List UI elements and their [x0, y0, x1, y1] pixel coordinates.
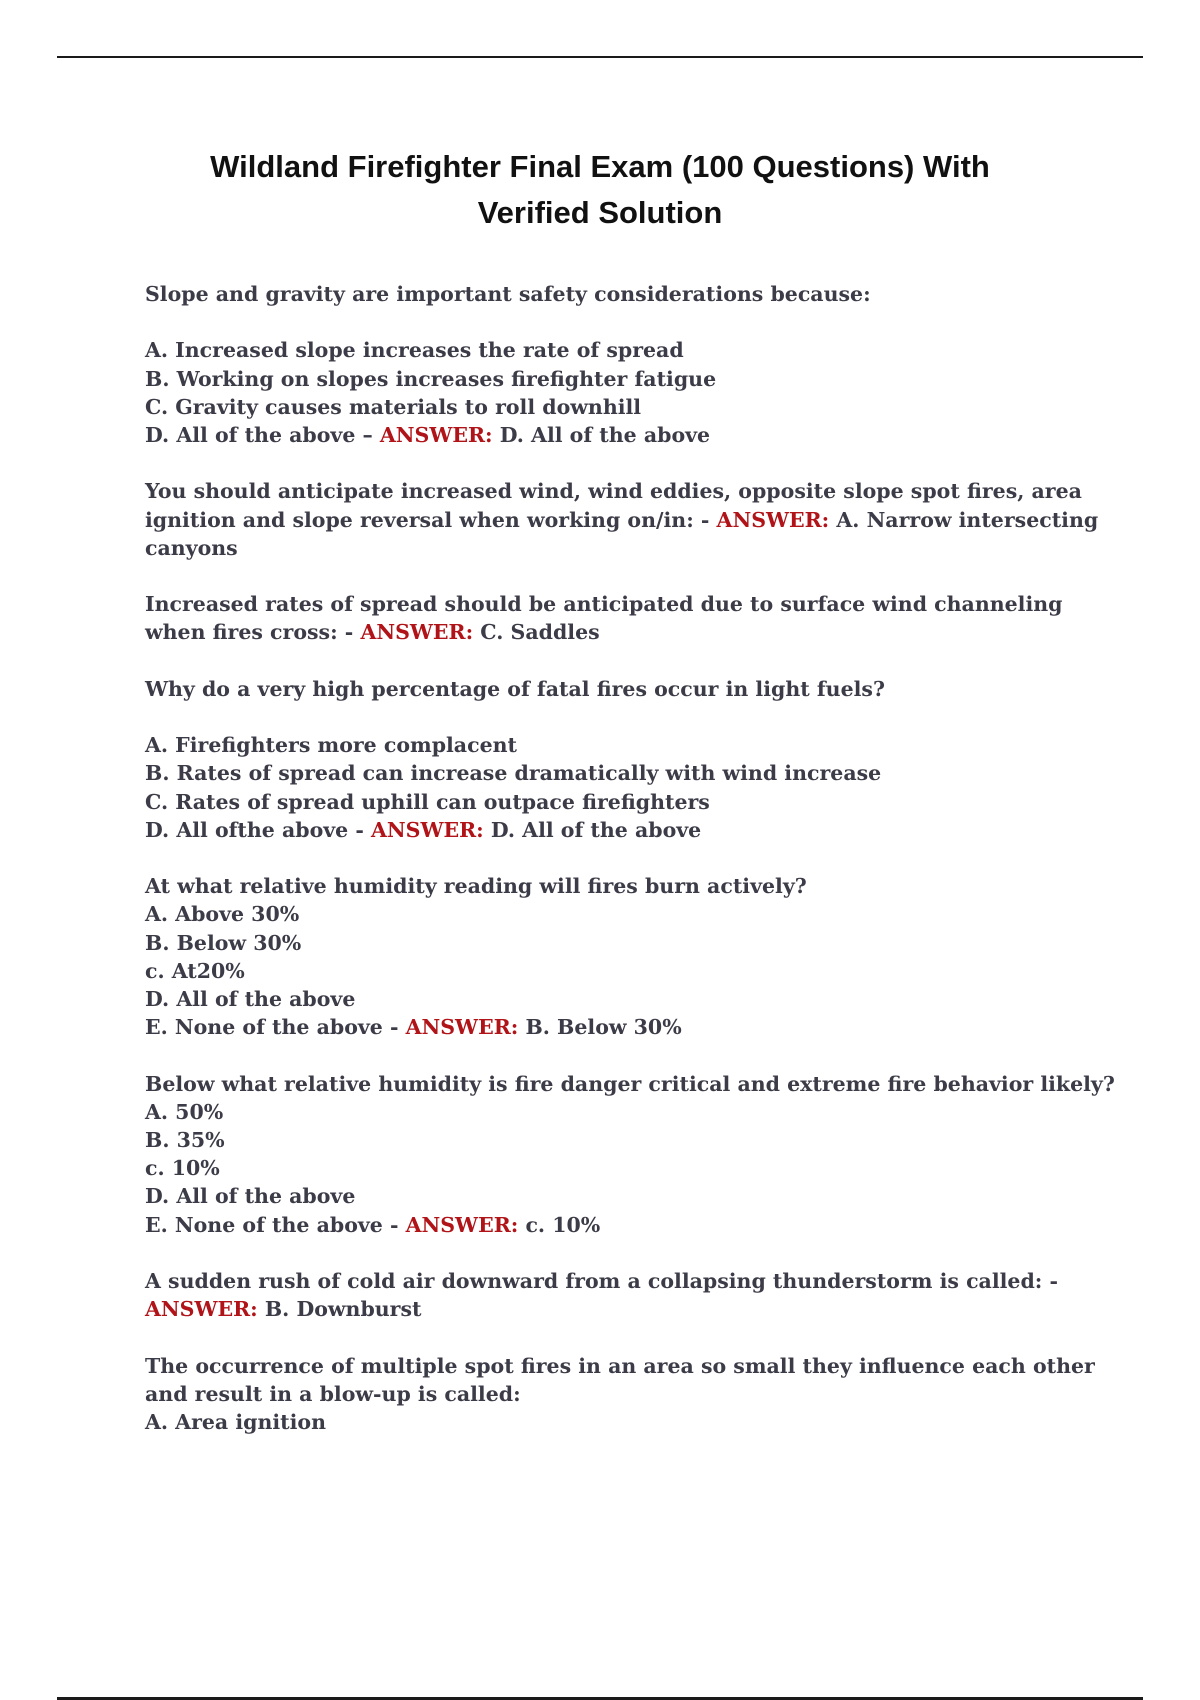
answer-text: D. All of the above [492, 423, 711, 447]
answer-label: ANSWER: [405, 1212, 519, 1237]
option-b: B. Rates of spread can increase dramatically with wind increase [145, 761, 882, 786]
answer-label: ANSWER: [145, 1297, 258, 1322]
answer-options-4 [145, 731, 1145, 844]
option-a: A. Area ignition [145, 1409, 326, 1434]
option-e-text: E. None of the above - [145, 1212, 406, 1237]
answer-label: ANSWER: [360, 620, 474, 645]
question-line: and result in a blow-up is called: [145, 1381, 521, 1406]
answer-continuation: canyons [145, 535, 238, 560]
question-line [145, 506, 1145, 534]
question-block-6 [145, 1070, 1145, 1239]
question-line: You should anticipate increased wind, wind eddies, opposite slope spot fires, area [145, 479, 1082, 504]
question-block-3 [145, 590, 1145, 646]
option-a: A. 50% [145, 1099, 224, 1124]
option-d: D. All of the above [145, 1184, 356, 1209]
question-block-7 [145, 1267, 1145, 1323]
option-d: D. All of the above [145, 986, 356, 1011]
answer-text: c. 10% [518, 1212, 601, 1237]
option-a: A. Increased slope increases the rate of spread [145, 338, 684, 363]
option-b: B. 35% [145, 1127, 225, 1152]
top-rule [57, 56, 1143, 58]
answer-text: A. Narrow intersecting [829, 507, 1099, 532]
option-c: C. Gravity causes materials to roll downhill [145, 394, 642, 419]
document-title [100, 144, 1100, 236]
question-block-8 [145, 1352, 1145, 1437]
answer-text: C. Saddles [473, 620, 600, 645]
answer-options-1 [145, 336, 1145, 449]
question-block-1 [145, 280, 1145, 308]
question-line: The occurrence of multiple spot fires in an area so small they influence each other [145, 1353, 1095, 1378]
question-text: Slope and gravity are important safety considerations because: [145, 282, 871, 306]
question-line-text: ignition and slope reversal when working on/in: - [145, 507, 717, 532]
question-text: Why do a very high percentage of fatal fires occur in light fuels? [145, 676, 885, 701]
option-d [145, 816, 1145, 844]
option-d [145, 421, 1145, 449]
question-line [145, 618, 1145, 646]
option-c: c. At20% [145, 958, 245, 983]
answer-label: ANSWER: [405, 1015, 519, 1040]
question-line-text: when fires cross: - [145, 620, 361, 645]
option-b: B. Working on slopes increases firefighter fatigue [145, 366, 717, 391]
answer-text: D. All of the above [483, 817, 702, 842]
answer-text: B. Below 30% [518, 1015, 682, 1040]
option-b: B. Below 30% [145, 930, 302, 955]
title-line-1: Wildland Firefighter Final Exam (100 Questions) With [210, 149, 990, 184]
answer-label: ANSWER: [371, 817, 484, 842]
option-d-text: D. All of the above – [145, 423, 380, 447]
question-line: A sudden rush of cold air downward from a collapsing thunderstorm is called: - [145, 1268, 1059, 1293]
question-line: Increased rates of spread should be anticipated due to surface wind channeling [145, 592, 1063, 617]
option-e-text: E. None of the above - [145, 1015, 406, 1040]
title-line-2: Verified Solution [477, 195, 723, 230]
option-a: A. Firefighters more complacent [145, 733, 517, 758]
question-block-5 [145, 872, 1145, 1041]
option-e [145, 1211, 1145, 1239]
option-a: A. Above 30% [145, 902, 300, 927]
question-text: Below what relative humidity is fire danger critical and extreme fire behavior likely? [145, 1071, 1115, 1096]
question-block-2 [145, 477, 1145, 562]
option-e [145, 1013, 1145, 1041]
option-c: C. Rates of spread uphill can outpace firefighters [145, 789, 710, 814]
option-d-text: D. All ofthe above - [145, 817, 372, 842]
answer-text: B. Downburst [257, 1297, 422, 1322]
answer-label: ANSWER: [716, 507, 830, 532]
answer-line [145, 1295, 1145, 1323]
option-c: c. 10% [145, 1156, 220, 1181]
question-block-4 [145, 675, 1145, 703]
question-text: At what relative humidity reading will fires burn actively? [145, 874, 807, 899]
answer-label: ANSWER: [379, 423, 493, 447]
exam-content [145, 280, 1145, 1464]
